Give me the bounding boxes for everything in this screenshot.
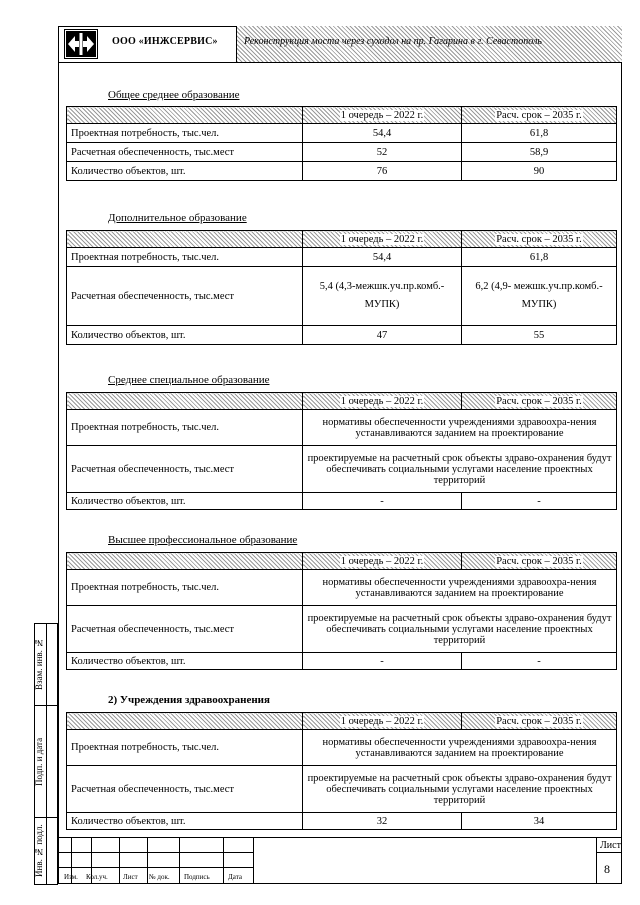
side-label-vzam: Взам. инв. №: [34, 637, 44, 691]
value-stage1: 54,4: [303, 124, 462, 143]
value-stage2: 58,9: [462, 143, 617, 162]
row-label: Расчетная обеспеченность, тыс.мест: [67, 606, 303, 653]
table-row: [67, 143, 617, 162]
header-empty-cell: [67, 393, 303, 410]
row-label: Количество объектов, шт.: [67, 653, 303, 670]
table-row: [67, 267, 617, 326]
row-label: Расчетная обеспеченность, тыс.мест: [67, 143, 303, 162]
value-stage1: 47: [303, 326, 462, 345]
sheet-label: Лист: [600, 840, 621, 851]
stamp-list: Лист: [123, 873, 138, 881]
table-row: [67, 813, 617, 830]
value-stage2: 90: [462, 162, 617, 181]
merged-value: проектируемые на расчетный срок объекты здраво-охранения будут обеспечивать социальными услугами население проектных территорий: [303, 446, 617, 493]
table-row: [67, 248, 617, 267]
row-label: Проектная потребность, тыс.чел.: [67, 124, 303, 143]
table-row: [67, 653, 617, 670]
table-row: [67, 124, 617, 143]
merged-value: проектируемые на расчетный срок объекты здраво-охранения будут обеспечивать социальными услугами население проектных территорий: [303, 766, 617, 813]
value-stage2: -: [462, 653, 617, 670]
value-stage2: 61,8: [462, 248, 617, 267]
value-stage1: 5,4 (4,3-межшк.уч.пр.комб.- МУПК): [303, 267, 462, 326]
section-title-secondary-special: Среднее специальное образование: [108, 374, 270, 386]
stamp-podpis: Подпись: [184, 873, 210, 881]
column-header-stage1: 1 очередь – 2022 г.: [303, 713, 462, 730]
row-label: Расчетная обеспеченность, тыс.мест: [67, 446, 303, 493]
value-stage2: 34: [462, 813, 617, 830]
value-stage1: -: [303, 493, 462, 510]
row-label: Проектная потребность, тыс.чел.: [67, 570, 303, 606]
table-secondary-special: [66, 392, 617, 510]
value-stage1: 32: [303, 813, 462, 830]
value-stage2: 6,2 (4,9- межшк.уч.пр.комб.- МУПК): [462, 267, 617, 326]
header-empty-cell: [67, 231, 303, 248]
value-stage1: 76: [303, 162, 462, 181]
table-row: [67, 162, 617, 181]
value-stage1: 52: [303, 143, 462, 162]
value-stage1: 54,4: [303, 248, 462, 267]
column-header-stage2: Расч. срок – 2035 г.: [462, 107, 617, 124]
side-label-inv: Инв. № подл.: [34, 824, 44, 878]
column-header-stage2: Расч. срок – 2035 г.: [462, 231, 617, 248]
section-title-higher: Высшее профессиональное образование: [108, 534, 298, 546]
table-row: [67, 766, 617, 813]
project-title-box: [236, 26, 622, 62]
sheet-number: 8: [604, 862, 610, 876]
table-row: [67, 606, 617, 653]
section-title-general: Общее среднее образование: [108, 89, 240, 101]
value-stage2: -: [462, 493, 617, 510]
value-stage1: -: [303, 653, 462, 670]
merged-value: нормативы обеспеченности учреждениями здравоохра-нения устанавливаются заданием на проектирование: [303, 410, 617, 446]
table-row: [67, 493, 617, 510]
stamp-koluch: Кол.уч.: [86, 873, 108, 881]
merged-value: нормативы обеспеченности учреждениями здравоохра-нения устанавливаются заданием на проектирование: [303, 570, 617, 606]
column-header-stage2: Расч. срок – 2035 г.: [462, 393, 617, 410]
row-label: Количество объектов, шт.: [67, 326, 303, 345]
stamp-izm: Изм.: [64, 873, 78, 881]
table-general-education: [66, 106, 617, 181]
row-label: Проектная потребность, тыс.чел.: [67, 730, 303, 766]
merged-value: проектируемые на расчетный срок объекты здраво-охранения будут обеспечивать социальными услугами население проектных территорий: [303, 606, 617, 653]
column-header-stage2: Расч. срок – 2035 г.: [462, 553, 617, 570]
row-label: Расчетная обеспеченность, тыс.мест: [67, 766, 303, 813]
stamp-data: Дата: [228, 873, 242, 881]
merged-value: нормативы обеспеченности учреждениями здравоохра-нения устанавливаются заданием на проектирование: [303, 730, 617, 766]
value-stage2: 55: [462, 326, 617, 345]
header-bar: [58, 26, 622, 63]
column-header-stage1: 1 очередь – 2022 г.: [303, 553, 462, 570]
row-label: Количество объектов, шт.: [67, 493, 303, 510]
column-header-stage2: Расч. срок – 2035 г.: [462, 713, 617, 730]
stamp-ndok: № док.: [149, 873, 170, 881]
table-row: [67, 326, 617, 345]
row-label: Количество объектов, шт.: [67, 162, 303, 181]
header-empty-cell: [67, 713, 303, 730]
table-healthcare: [66, 712, 617, 830]
company-logo-icon: [64, 29, 98, 59]
column-header-stage1: 1 очередь – 2022 г.: [303, 393, 462, 410]
header-empty-cell: [67, 107, 303, 124]
table-row: [67, 730, 617, 766]
table-row: [67, 410, 617, 446]
section-title-additional: Дополнительное образование: [108, 212, 247, 224]
table-row: [67, 446, 617, 493]
project-title: Реконструкция моста через суходол на пр. Гагарина в г. Севастополь: [244, 36, 542, 47]
row-label: Количество объектов, шт.: [67, 813, 303, 830]
table-row: [67, 570, 617, 606]
row-label: Расчетная обеспеченность, тыс.мест: [67, 267, 303, 326]
section-title-healthcare: 2) Учреждения здравоохранения: [108, 694, 270, 706]
value-stage2: 61,8: [462, 124, 617, 143]
title-block-stamp: [58, 837, 622, 884]
side-divider: [46, 623, 47, 885]
row-label: Проектная потребность, тыс.чел.: [67, 248, 303, 267]
company-name: ООО «ИНЖСЕРВИС»: [112, 36, 218, 47]
column-header-stage1: 1 очередь – 2022 г.: [303, 107, 462, 124]
table-additional-education: [66, 230, 617, 345]
header-empty-cell: [67, 553, 303, 570]
row-label: Проектная потребность, тыс.чел.: [67, 410, 303, 446]
column-header-stage1: 1 очередь – 2022 г.: [303, 231, 462, 248]
table-higher-education: [66, 552, 617, 670]
side-label-podp: Подп. и дата: [34, 737, 44, 786]
